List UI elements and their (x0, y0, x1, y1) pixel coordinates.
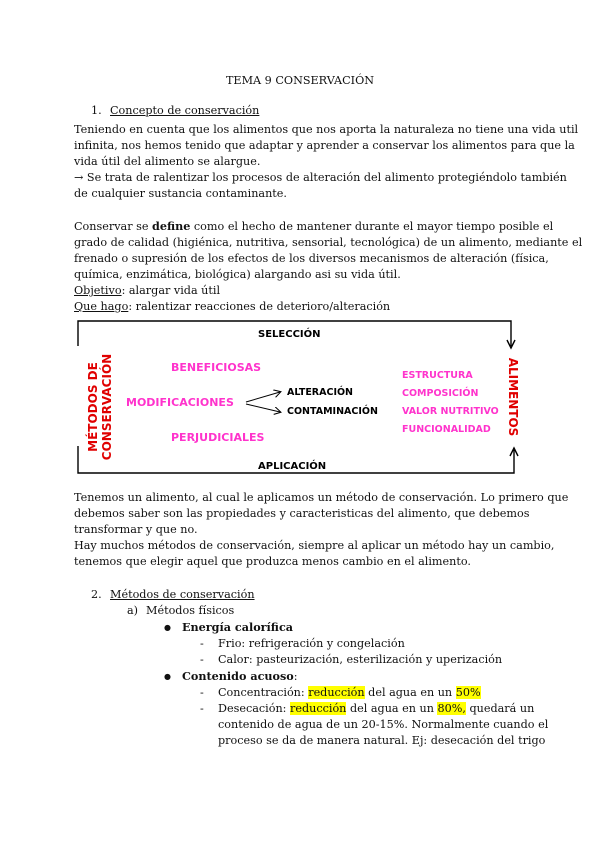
prop-funcionalidad: FUNCIONALIDAD (402, 424, 491, 435)
objetivo-label: Objetivo (74, 284, 122, 297)
conservation-diagram (74, 318, 526, 476)
desecacion-line (218, 701, 534, 716)
sub-list-text: Métodos físicos (146, 604, 235, 617)
definition-post: como el hecho de mantener durante el mayor tiempo posible el (190, 220, 554, 233)
dese-mid: del agua en un (346, 702, 438, 715)
list-item: Frio: refrigeración y congelación (218, 637, 405, 650)
diagram-right-label: ALIMENTOS (506, 357, 520, 437)
paragraph-line: contenido de agua de un 20-15%. Normalmente cuando el (218, 718, 549, 731)
bullet-contenido-colon: : (293, 670, 298, 683)
dese-highlight-1: reducción (290, 702, 347, 715)
sub-list-marker: a) (127, 604, 139, 617)
dese-highlight-2: 80%, (437, 702, 466, 715)
bullet-icon: ● (164, 672, 171, 681)
dash-icon: - (200, 686, 204, 699)
definition-bold: define (152, 219, 191, 233)
quehago-text: : ralentizar reacciones de deterioro/alteración (128, 300, 391, 313)
paragraph-line: frenado o supresión de los efectos de los diversos mecanismos de alteración (física, (74, 252, 549, 265)
arrow-to-alteracion (246, 392, 280, 402)
paragraph-line: transformar y que no. (74, 523, 198, 536)
diagram-bottom-label: APLICACIÓN (258, 461, 327, 472)
quehago-line (74, 299, 390, 314)
page-title: TEMA 9 CONSERVACIÓN (225, 74, 375, 87)
section-number: 2. (91, 588, 102, 601)
list-item: Calor: pasteurización, esterilización y uperización (218, 653, 503, 666)
prop-estructura: ESTRUCTURA (402, 370, 473, 381)
paragraph-line: vida útil del alimento se alargue. (74, 155, 261, 168)
paragraph-line: tenemos que elegir aquel que produzca menos cambio en el alimento. (74, 555, 471, 568)
section-heading: Métodos de conservación (110, 588, 255, 601)
bullet-energia: Energía calorífica (182, 620, 294, 634)
prop-composicion: COMPOSICIÓN (402, 388, 479, 399)
conc-pre: Concentración: (218, 686, 309, 699)
objetivo-text: : alargar vida útil (121, 284, 221, 297)
dese-post: quedará un (465, 702, 535, 715)
diagram-top-label: SELECCIÓN (258, 329, 321, 340)
paragraph-line: → Se trata de ralentizar los procesos de alteración del alimento protegiéndolo también (74, 171, 567, 184)
paragraph-line: infinita, nos hemos tenido que adaptar y aprender a conservar los alimentos para que la (74, 139, 575, 152)
objetivo-line (74, 283, 220, 298)
paragraph-line: química, enzimática, biológica) alargando asi su vida útil. (74, 268, 401, 281)
contaminacion-label: CONTAMINACIÓN (287, 406, 378, 417)
left-label-line1: MÉTODOS DE (86, 362, 100, 452)
perjudiciales-label: PERJUDICIALES (171, 431, 265, 444)
paragraph-line: proceso se da de manera natural. Ej: desecación del trigo (218, 734, 546, 747)
dese-pre: Desecación: (218, 702, 290, 715)
modificaciones-label: MODIFICACIONES (126, 396, 234, 409)
alteracion-label: ALTERACIÓN (287, 387, 354, 398)
arrow-to-contaminacion (246, 404, 280, 412)
definition-line (74, 219, 553, 234)
quehago-label: Que hago (74, 300, 129, 313)
paragraph-line: debemos saber son las propiedades y caracteristicas del alimento, que debemos (74, 507, 530, 520)
bullet-icon: ● (164, 623, 171, 632)
paragraph-line: de cualquier sustancia contaminante. (74, 187, 287, 200)
prop-valor-nutritivo: VALOR NUTRITIVO (402, 406, 499, 417)
dash-icon: - (200, 653, 204, 666)
section-number: 1. (91, 104, 102, 117)
bullet-contenido-line (182, 669, 298, 684)
paragraph-line: Tenemos un alimento, al cual le aplicamos un método de conservación. Lo primero que (74, 491, 569, 504)
section-heading: Concepto de conservación (110, 104, 260, 117)
conc-highlight-1: reducción (308, 686, 365, 699)
conc-mid: del agua en un (364, 686, 456, 699)
definition-pre: Conservar se (74, 220, 153, 233)
conc-highlight-2: 50% (455, 686, 481, 699)
dash-icon: - (200, 637, 204, 650)
left-label-line2: CONSERVACIÓN (100, 353, 114, 461)
concentracion-line (218, 685, 481, 700)
bullet-contenido: Contenido acuoso (182, 669, 294, 683)
paragraph-line: Hay muchos métodos de conservación, siempre al aplicar un método hay un cambio, (74, 539, 555, 552)
dash-icon: - (200, 702, 204, 715)
beneficiosas-label: BENEFICIOSAS (171, 361, 262, 374)
diagram-left-label (86, 347, 114, 467)
paragraph-line: grado de calidad (higiénica, nutritiva, sensorial, tecnológica) de un alimento, mediante el (74, 236, 583, 249)
paragraph-line: Teniendo en cuenta que los alimentos que nos aporta la naturaleza no tiene una vida util (74, 123, 579, 136)
